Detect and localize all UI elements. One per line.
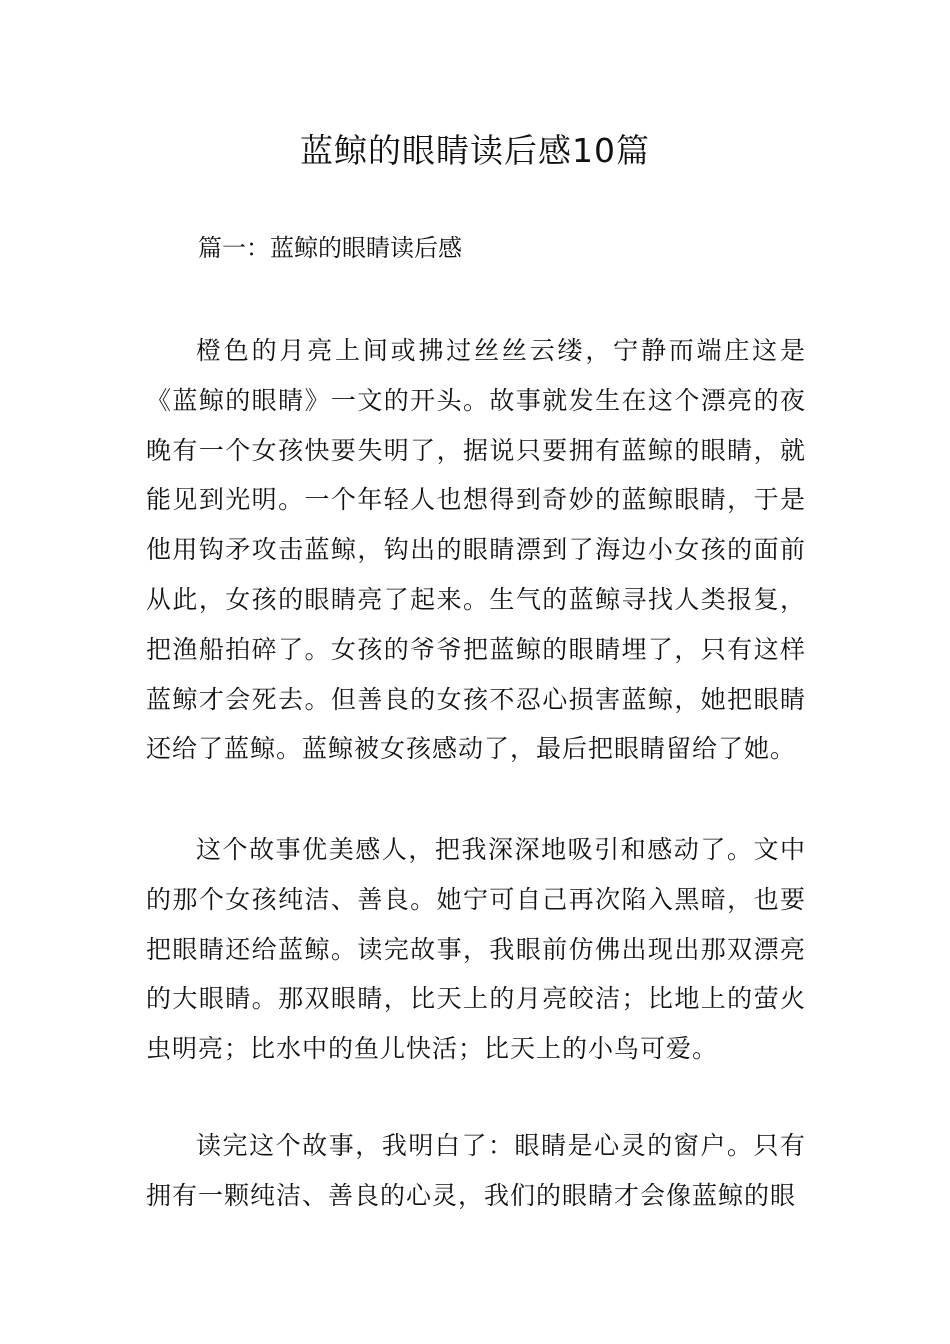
paragraph-3: 读完这个故事，我明白了：眼睛是心灵的窗户。只有拥有一颗纯洁、善良的心灵，我们的眼睛才会像蓝鲸的眼 bbox=[146, 1131, 806, 1210]
paragraph-2: 这个故事优美感人，把我深深地吸引和感动了。文中的那个女孩纯洁、善良。她宁可自己再次陷入黑暗，也要把眼睛还给蓝鲸。读完故事，我眼前仿佛出现出那双漂亮的大眼睛。那双眼睛，比天上的月亮皎洁；比地上的萤火虫明亮；比水中的鱼儿快活；比天上的小鸟可爱。 bbox=[146, 835, 806, 1064]
document-title: 蓝鲸的眼睛读后感10篇 bbox=[300, 131, 650, 170]
section-heading: 篇一：蓝鲸的眼睛读后感 bbox=[198, 234, 462, 262]
paragraph-1: 橙色的月亮上间或拂过丝丝云缕，宁静而端庄这是《蓝鲸的眼睛》一文的开头。故事就发生在这个漂亮的夜晚有一个女孩快要失明了，据说只要拥有蓝鲸的眼睛，就能见到光明。一个年轻人也想得到奇妙的蓝鲸眼睛，于是他用钩矛攻击蓝鲸，钩出的眼睛漂到了海边小女孩的面前从此，女孩的眼睛亮了起来。生气的蓝鲸寻找人类报复，把渔船拍碎了。女孩的爷爷把蓝鲸的眼睛埋了，只有这样蓝鲸才会死去。但善良的女孩不忍心损害蓝鲸，她把眼睛还给了蓝鲸。蓝鲸被女孩感动了，最后把眼睛留给了她。 bbox=[146, 336, 806, 764]
